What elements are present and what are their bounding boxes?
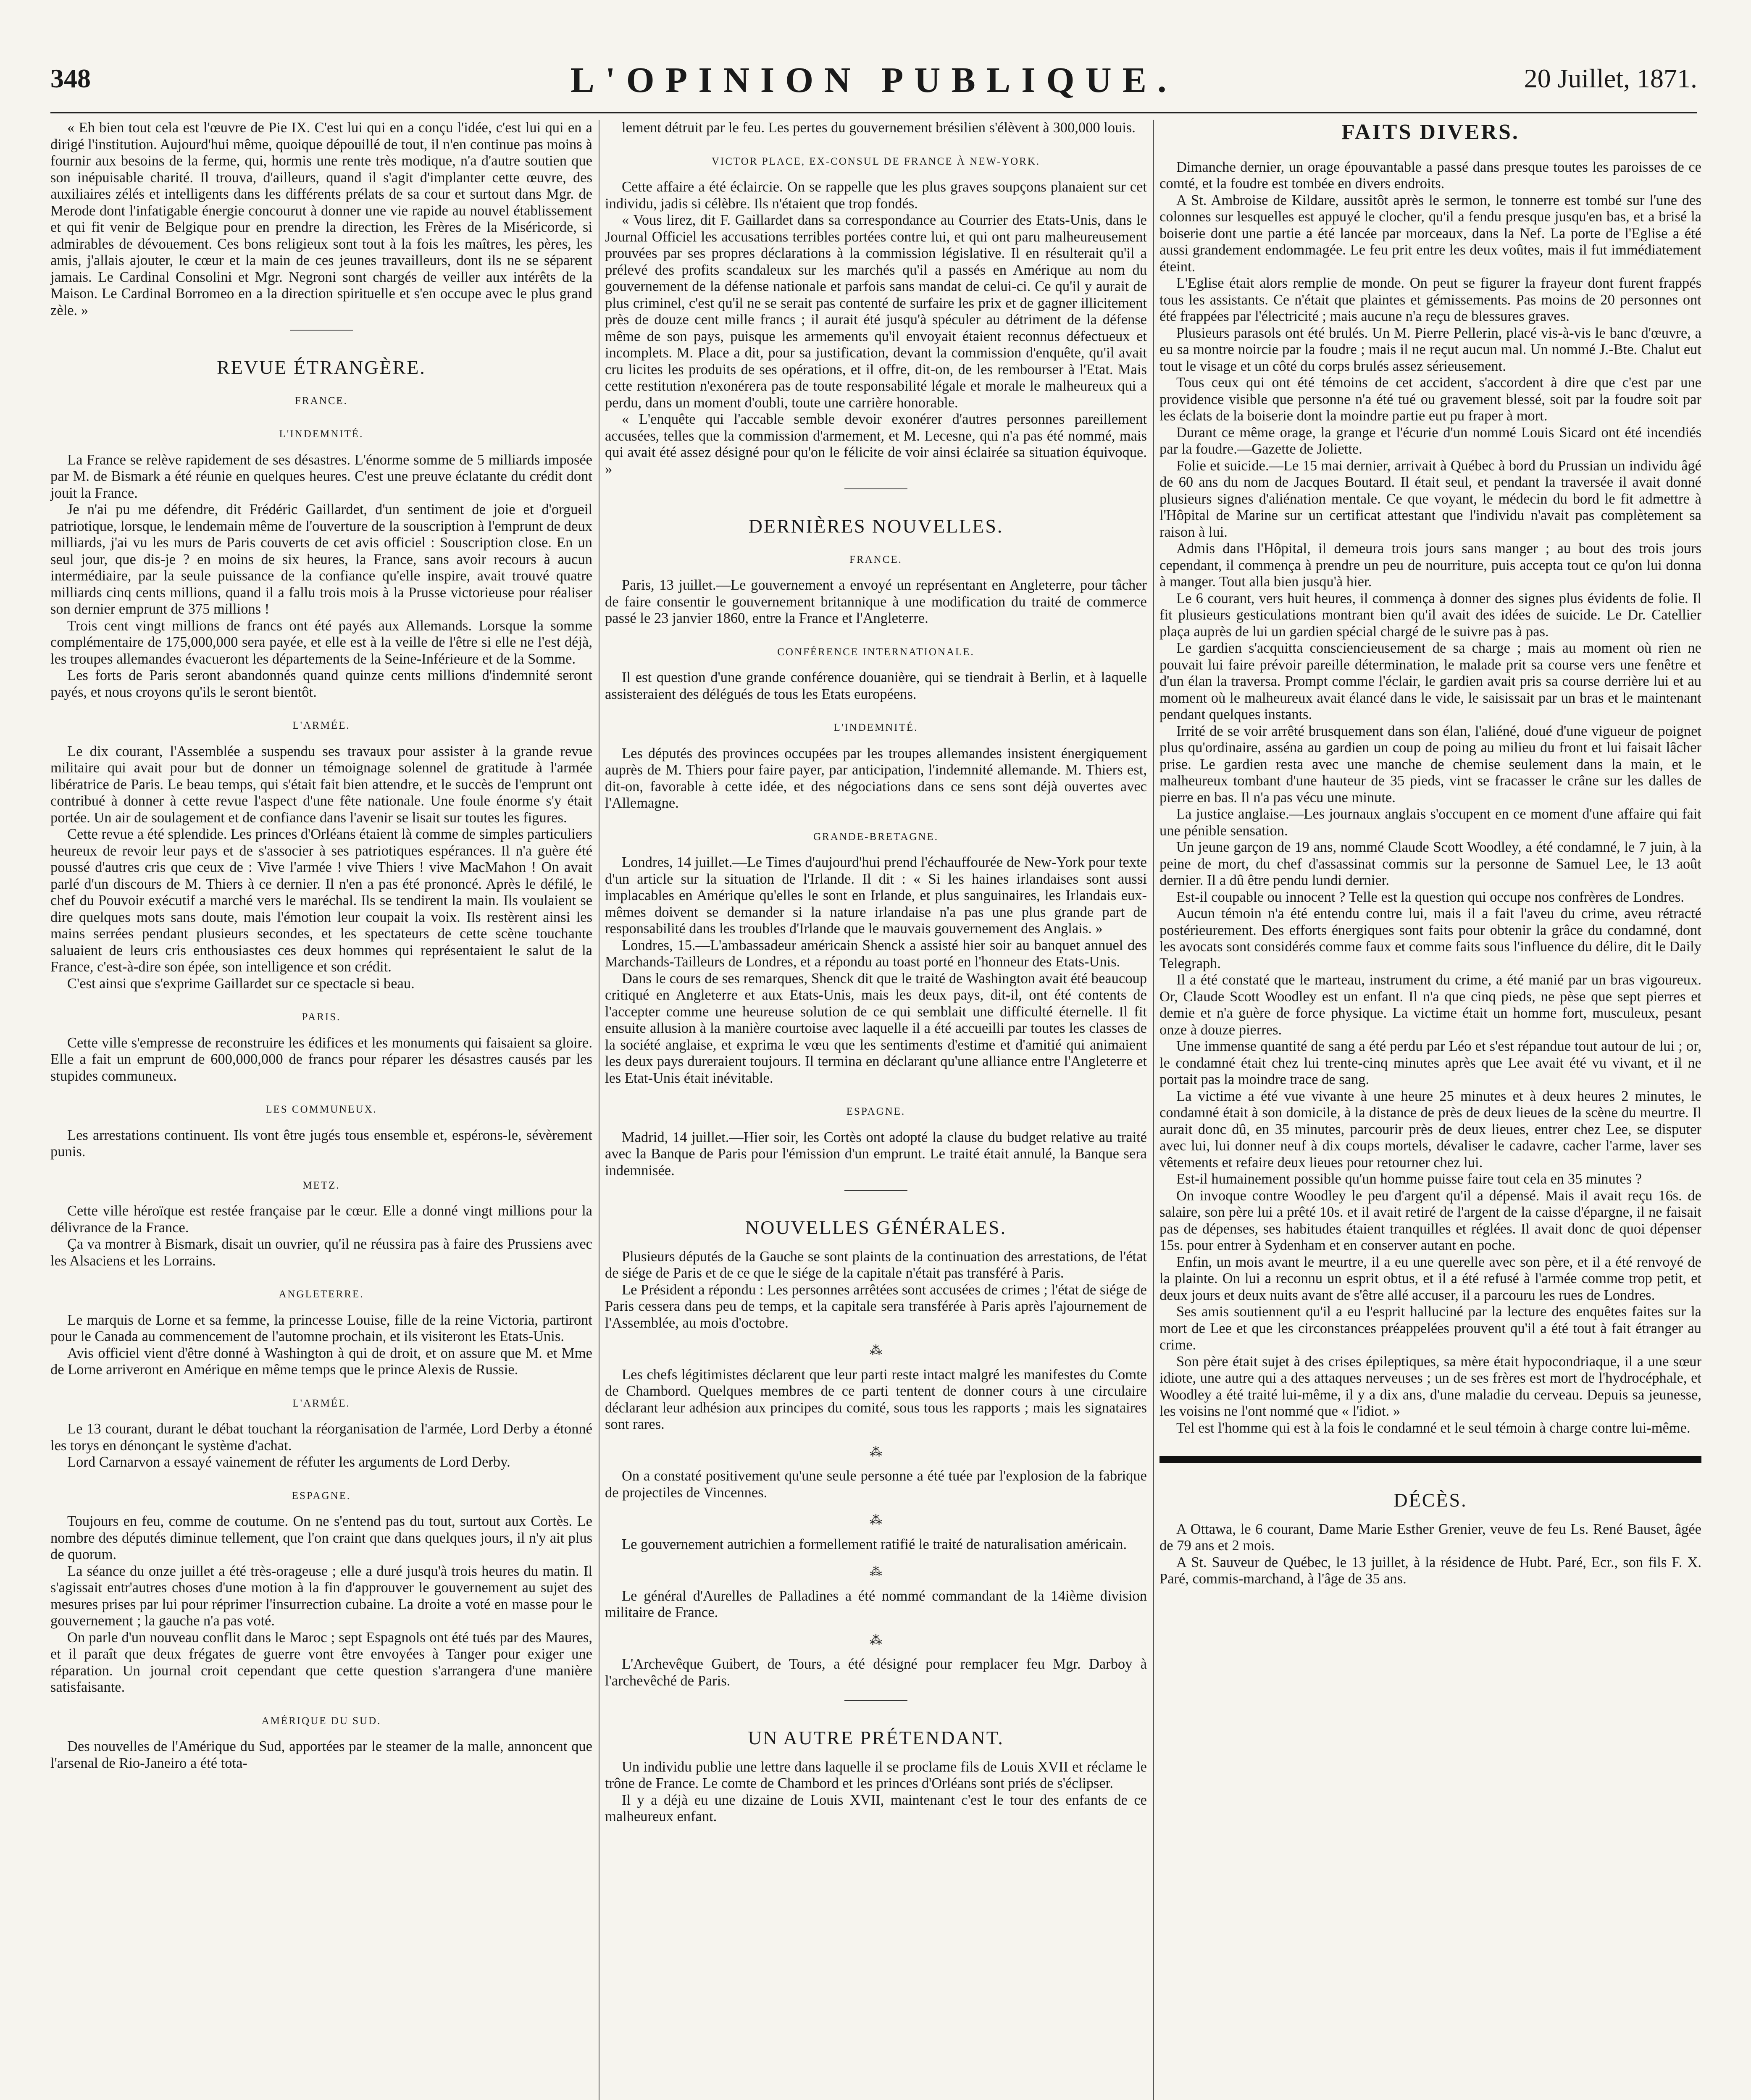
subheading: FRANCE. <box>849 554 902 565</box>
thick-separator <box>1159 1456 1701 1463</box>
paragraph: Cette affaire a été éclaircie. On se rappelle que les plus graves soupçons planaient sur cet individu, jadis si célèbre. Ils n'étaient que trop fondés. <box>605 179 1147 212</box>
paragraph: Lord Carnarvon a essayé vainement de réfuter les arguments de Lord Derby. <box>67 1454 510 1470</box>
paragraph: Cette ville s'empresse de reconstruire les édifices et les monuments qui faisaient sa gloire. Elle a fait un emprunt de 600,000,000 de francs pour réparer les désastres causés par les stupides communeux. <box>50 1034 592 1084</box>
paragraph: Le 6 courant, vers huit heures, il commença à donner des signes plus évidents de folie. Il fit plusieurs gesticulations montrant bien qu'il avait des idées de suicide. Le Dr. Catellier plaça auprès de lui un gardien spécial chargé de le suivre pas à pas. <box>1159 590 1701 640</box>
paragraph: Il a été constaté que le marteau, instrument du crime, a été manié par un bras vigoureux. Or, Claude Scott Woodley est un enfant. Il n'a que cinq pieds, ne pèse que sept pierres et demie et n'a guère de force physique. La victime était un homme fort, musculeux, pesant onze à douze pierres. <box>1159 972 1701 1038</box>
column-3 <box>1159 120 1701 1588</box>
paragraph: Les chefs légitimistes déclarent que leur parti reste intact malgré les manifestes du Comte de Chambord. Quelques membres de ce parti tentent de donner cours à une circulaire déclarant leur adhésion aux principes du comité, sous tous les rapports ; mais les signataires sont rares. <box>605 1366 1147 1432</box>
subheading: L'INDEMNITÉ. <box>833 722 918 733</box>
paragraph: « Vous lirez, dit F. Gaillardet dans sa correspondance au Courrier des Etats-Unis, dans le Journal Officiel les accusations terribles portées contre lui, et qui ont paru malheureusement prouvées par ses propres déclarations à la commission législative. Il en résulterait qu'il a prélevé des profits scandaleux sur les marchés qu'il a passés en Amérique au nom du gouvernement de la défense nationale et parfois sans mandat de celui-ci. Ce qu'il y aurait de plus criminel, c'est qu'il ne se serait pas contenté de surfaire les prix et de gagner illicitement près de douze cent mille francs ; il aurait été jusqu'à spéculer au détriment de la défense même de son pays, puisque les armements qu'il envoyait étaient reconnus défectueux et incomplets. M. Place a dit, pour sa justification, devant la commission d'enquête, qu'il avait cru licites les produits de ses opérations, et il offre, dit-on, de les rembourser à l'Etat. Mais cette restitution n'exonérera pas de toute responsabilité légale et morale le malheureux qui a perdu, dans un moment d'oubli, toute une carrière honorable. <box>605 212 1147 411</box>
section-heading: DERNIÈRES NOUVELLES. <box>748 515 1004 537</box>
paragraph: L'Archevêque Guibert, de Tours, a été désigné pour remplacer feu Mgr. Darboy à l'archevêché de Paris. <box>605 1656 1147 1689</box>
paragraph: La justice anglaise.—Les journaux anglais s'occupent en ce moment d'une affaire qui fait une pénible sensation. <box>1159 806 1701 839</box>
subheading: PARIS. <box>302 1011 341 1023</box>
paragraph: Le Président a répondu : Les personnes arrêtées sont accusées de crimes ; l'état de siége de Paris cessera dans peu de temps, et la capitale sera transférée à Paris après l'ajournement de l'Assemblée, au mois d'octobre. <box>605 1281 1147 1331</box>
paragraph: Le 13 courant, durant le débat touchant la réorganisation de l'armée, Lord Derby a étonné les torys en dénonçant le système d'achat. <box>50 1421 592 1454</box>
paragraph: « Eh bien tout cela est l'œuvre de Pie IX. C'est lui qui en a conçu l'idée, c'est lui qui en a dirigé l'institution. Aujourd'hui même, quoique dépouillé de tout, il n'en continue pas moins à fournir aux besoins de la ferme, qui, hormis une rente très modique, n'a d'autre soutien que son inépuisable charité. Il trouva, d'ailleurs, quand il s'agit d'implanter cette œuvre, des auxiliaires zélés et intelligents dans les différents prélats de sa cour et surtout dans Mgr. de Merode dont l'infatigable énergie concourut à donner une vie rapide au nouvel établissement et qui fit venir de Belgique pour en prendre la direction, les Frères de la Miséricorde, si admirables de dévouement. Ces bons religieux sont tout à la fois les maîtres, les pères, les amis, j'allais ajouter, le cœur et la main de ces jeunes travailleurs, dont ils ne se séparent jamais. Le Cardinal Consolini et Mgr. Negroni sont chargés de veiller aux intérêts de la Maison. Le Cardinal Borromeo en a la direction spirituelle et s'en occupe avec le plus grand zèle. » <box>50 120 592 318</box>
subheading: FRANCE. <box>295 395 348 407</box>
asterism-divider: ⁂ <box>870 1565 882 1579</box>
paragraph: Est-il humainement possible qu'un homme puisse faire tout cela en 35 minutes ? <box>1176 1171 1642 1187</box>
separator <box>844 1190 907 1191</box>
paragraph: Avis officiel vient d'être donné à Washington à qui de droit, et on assure que M. et Mme de Lorne arriveront en Amérique en même temps que le prince Alexis de Russie. <box>50 1345 592 1378</box>
paragraph: Folie et suicide.—Le 15 mai dernier, arrivait à Québec à bord du Prussian un individu âgé de 60 ans du nom de Jacques Boutard. Il était seul, et pendant la traversée il avait donné plusieurs signes d'aliénation mentale. Ce que voyant, le médecin du bord le fit admettre à l'Hôpital de Marine sur un certificat attestant que l'individu n'avait pas complètement sa raison à lui. <box>1159 457 1701 540</box>
asterism-divider: ⁂ <box>870 1445 882 1459</box>
subheading: L'ARMÉE. <box>292 1397 350 1409</box>
paragraph: Le gouvernement autrichien a formellement ratifié le traité de naturalisation américain. <box>622 1536 1127 1552</box>
subheading: L'INDEMNITÉ. <box>279 428 364 440</box>
paragraph: Irrité de se voir arrêté brusquement dans son élan, l'aliéné, doué d'une vigueur de poignet plus qu'ordinaire, asséna au gardien un coup de poing au milieu du front et lui faisait lâcher prise. Le gardien resta avec une manche de chemise seulement dans la main, et le malheureux tombant d'une hauteur de 35 pieds, vint se fracasser le crâne sur les dalles de pierre en bas. Il n'a pas vécu une minute. <box>1159 723 1701 806</box>
paragraph: Trois cent vingt millions de francs ont été payés aux Allemands. Lorsque la somme complémentaire de 175,000,000 sera payée, et elle est à la veille de l'être si elle ne l'est déjà, les troupes allemandes évacueront les départements de la Seine-Inférieure et de la Somme. <box>50 617 592 667</box>
section-heading: DÉCÈS. <box>1393 1489 1467 1511</box>
paragraph: Les forts de Paris seront abandonnés quand quinze cents millions d'indemnité seront payés, et nous croyons qu'ils le seront bientôt. <box>50 667 592 700</box>
paragraph: Durant ce même orage, la grange et l'écurie d'un nommé Louis Sicard ont été incendiés par la foudre.—Gazette de Joliette. <box>1159 424 1701 457</box>
paragraph: Ça va montrer à Bismark, disait un ouvrier, qu'il ne réussira pas à faire des Prussiens avec les Alsaciens et les Lorrains. <box>50 1236 592 1269</box>
paragraph: Il est question d'une grande conférence douanière, qui se tiendrait à Berlin, et à laquelle assisteraient des délégués de tous les Etats européens. <box>605 669 1147 702</box>
issue-date: 20 Juillet, 1871. <box>1524 63 1697 93</box>
asterism-divider: ⁂ <box>870 1513 882 1527</box>
separator <box>844 488 907 489</box>
paragraph: Une immense quantité de sang a été perdu par Léo et s'est répandue tout autour de lui ; or, le condamné était chez lui trente-cinq minutes après que Lee avait été vu vivant, et il ne portait pas la moindre trace de sang. <box>1159 1038 1701 1087</box>
paragraph: La France se relève rapidement de ses désastres. L'énorme somme de 5 milliards imposée par M. de Bismark a été réunie en quelques heures. C'est une preuve éclatante du crédit dont jouit la France. <box>50 452 592 501</box>
paragraph: Cette revue a été splendide. Les princes d'Orléans étaient là comme de simples particuliers heureux de revoir leur pays et de s'associer à ses patriotiques espérances. Il n'a guère été poussé d'autres cris que ceux de : Vive l'armée ! vive Thiers ! vive MacMahon ! On avait parlé d'un discours de M. Thiers à ce dernier. Il n'en a pas été prononcé. Après le défilé, le chef du Pouvoir exécutif a marché vers le maréchal. Ils se tendirent la main. Ils voulaient se dire quelques mots sans doute, mais l'émotion leur coupait la voix. Ils restèrent ainsi les mains serrées pendant plusieurs secondes, et les spectateurs de cette scène touchante saluaient de leurs cris enthousiastes ces deux hommes qui représentaient le salut de la France, c'est-à-dire son épée, son intelligence et son crédit. <box>50 826 592 975</box>
paragraph: Un individu publie une lettre dans laquelle il se proclame fils de Louis XVII et réclame le trône de France. Le comte de Chambord et les princes d'Orléans sont priés de s'éclipser. <box>605 1759 1147 1791</box>
paragraph: Admis dans l'Hôpital, il demeura trois jours sans manger ; au bout des trois jours cependant, il commença à prendre un peu de nourriture, puis accepta tout ce qu'on lui donna à manger. Tout alla bien jusqu'à hier. <box>1159 541 1701 590</box>
paragraph: Des nouvelles de l'Amérique du Sud, apportées par le steamer de la malle, annoncent que l'arsenal de Rio-Janeiro a été tota- <box>50 1738 592 1771</box>
paragraph: Est-il coupable ou innocent ? Telle est la question qui occupe nos confrères de Londres. <box>1176 889 1684 905</box>
paragraph: A Ottawa, le 6 courant, Dame Marie Esther Grenier, veuve de feu Ls. René Bauset, âgée de 79 ans et 2 mois. <box>1159 1521 1701 1554</box>
paragraph: C'est ainsi que s'exprime Gaillardet sur ce spectacle si beau. <box>67 975 415 992</box>
paragraph: Londres, 15.—L'ambassadeur américain Shenck a assisté hier soir au banquet annuel des Marchands-Tailleurs de Londres, et a répondu au toast porté en l'honneur des Etats-Unis. <box>605 937 1147 970</box>
subheading: ESPAGNE. <box>292 1490 351 1502</box>
subheading: GRANDE-BRETAGNE. <box>813 831 939 843</box>
column-1 <box>50 120 592 1772</box>
paragraph: Cette ville héroïque est restée française par le cœur. Elle a donné vingt millions pour la délivrance de la France. <box>50 1203 592 1236</box>
paragraph: On parle d'un nouveau conflit dans le Maroc ; sept Espagnols ont été tués par des Maures, et il paraît que deux frégates de guerre vont être envoyées à Tanger pour exiger une réparation. Un journal croit cependant que cette question s'arrangera d'une manière satisfaisante. <box>50 1629 592 1695</box>
subheading: LES COMMUNEUX. <box>266 1104 377 1115</box>
paragraph: Tous ceux qui ont été témoins de cet accident, s'accordent à dire que c'est par une providence visible que personne n'a été tué ou gravement blessé, soit par la foudre soit par les éclats de la boiserie dont la moindre partie eut pu fraper à mort. <box>1159 375 1701 424</box>
paragraph: A St. Ambroise de Kildare, aussitôt après le sermon, le tonnerre est tombé sur l'une des colonnes sur lesquelles est appuyé le clocher, qu'il a fendu presque jusqu'en bas, et a brisé la boiserie dont une partie a été lancée par morceaux, dans la Nef. La porte de l'Eglise a été aussi grandement endommagée. Le feu prit entre les deux voûtes, mais il fut immédiatement éteint. <box>1159 192 1701 275</box>
column-rule <box>1153 120 1154 2100</box>
column-2 <box>605 120 1147 1825</box>
paragraph: Le gardien s'acquitta consciencieusement de sa charge ; mais au moment où rien ne pouvait lui faire prévoir pareille détermination, le malade prit sa course vers une fenêtre et d'un élan la traversa. Prompt comme l'éclair, le gardien avait pris sa course derrière lui et au moment où le malheureux avait élancé dans le vide, le saisissait par un bras et le maintenant pendant quelques instants. <box>1159 640 1701 722</box>
paragraph: Je n'ai pu me défendre, dit Frédéric Gaillardet, d'un sentiment de joie et d'orgueil patriotique, lorsque, le lendemain même de l'ouverture de la souscription à l'emprunt de deux milliards, j'ai vu les murs de Paris couverts de cet avis officiel : Souscription close. En un seul jour, que dis-je ? en moins de six heures, la France, sans avoir recours à aucun intermédiaire, par la seule puissance de la confiance qu'elle inspire, avait trouvé quatre milliards cinq cents millions, quand il a fallu trois mois à la Prusse victorieuse pour réaliser son dernier emprunt de 375 millions ! <box>50 501 592 617</box>
paragraph: L'Eglise était alors remplie de monde. On peut se figurer la frayeur dont furent frappés tous les assistants. Ce n'était que plaintes et gémissements. Pas moins de 20 personnes ont été frappées par l'électricité ; mais aucune n'a reçu de blessures graves. <box>1159 275 1701 324</box>
asterism-divider: ⁂ <box>870 1344 882 1357</box>
paragraph: Plusieurs parasols ont été brulés. Un M. Pierre Pellerin, placé vis-à-vis le banc d'œuvre, a eu sa montre noircie par la foudre ; mais il ne reçut aucun mal. Un nommé J.-Bte. Chalut eut tout le visage et un côté du corps brulés assez sérieusement. <box>1159 325 1701 374</box>
paragraph: On invoque contre Woodley le peu d'argent qu'il a dépensé. Mais il avait reçu 16s. de salaire, son père lui a prêté 10s. et il avait retiré de l'argent de la caisse d'épargne, il ne faisait pas de dépenses, ses habitudes étaient tranquilles et réglées. Il avait donc de quoi dépenser 15s. pour entrer à Sydenham et en conserver autant en poche. <box>1159 1187 1701 1253</box>
paragraph: Il y a déjà eu une dizaine de Louis XVII, maintenant c'est le tour des enfants de ce malheureux enfant. <box>605 1792 1147 1824</box>
page-number: 348 <box>50 63 91 93</box>
paragraph: Le marquis de Lorne et sa femme, la princesse Louise, fille de la reine Victoria, partiront pour le Canada au commencement de l'automne prochain, et ils visiteront les Etats-Unis. <box>50 1312 592 1344</box>
paragraph: Paris, 13 juillet.—Le gouvernement a envoyé un représentant en Angleterre, pour tâcher de faire consentir le gouvernement britannique à une modification du traité de commerce passé le 23 janvier 1860, entre la France et l'Angleterre. <box>605 577 1147 626</box>
section-heading: REVUE ÉTRANGÈRE. <box>217 357 426 378</box>
section-heading: UN AUTRE PRÉTENDANT. <box>748 1727 1004 1748</box>
newspaper-title: L'OPINION PUBLIQUE. <box>570 60 1178 100</box>
subheading: L'ARMÉE. <box>292 720 350 731</box>
paragraph: Plusieurs députés de la Gauche se sont plaints de la continuation des arrestations, de l'état de siége de Paris et de ce que le siége de la capitale n'était pas transféré à Paris. <box>605 1248 1147 1281</box>
paragraph: Un jeune garçon de 19 ans, nommé Claude Scott Woodley, a été condamné, le 7 juin, à la peine de mort, du chef d'assassinat commis sur la personne de Samuel Lee, le 13 août dernier. Il a dû être pendu lundi dernier. <box>1159 839 1701 888</box>
paragraph: « L'enquête qui l'accable semble devoir exonérer d'autres personnes pareillement accusées, telles que la commission d'armement, et M. Lecesne, qui n'a pas été nommé, mais qui avait été assez désigné pour qu'on le félicite de voir ainsi éclairée sa situation équivoque. » <box>605 411 1147 477</box>
masthead <box>50 59 1697 109</box>
separator <box>844 1700 907 1701</box>
subheading: VICTOR PLACE, EX-CONSUL DE FRANCE À NEW-YORK. <box>711 155 1041 167</box>
paragraph: A St. Sauveur de Québec, le 13 juillet, à la résidence de Hubt. Paré, Ecr., son fils F. X. Paré, commis-marchand, à l'âge de 35 ans. <box>1159 1554 1701 1587</box>
subheading: METZ. <box>302 1179 340 1191</box>
paragraph: La victime a été vue vivante à une heure 25 minutes et à deux heures 2 minutes, le condamné était à son domicile, à la distance de près de deux lieues de la scène du meurtre. Il aurait donc dû, en 35 minutes, parcourir près de deux lieues, entrer chez Lee, se disputer avec lui, lui donner neuf à dix coups mortels, dévaliser le cadavre, cacher l'arme, laver ses vêtements et refaire deux lieues pour retourner chez lui. <box>1159 1088 1701 1171</box>
paragraph: Son père était sujet à des crises épileptiques, sa mère était hypocondriaque, il a une sœur idiote, une autre qui a des attaques nerveuses ; un de ses frères est mort de l'hydrocéphale, et Woodley a été traité lui-même, il y a dix ans, d'une maladie du cerveau. Depuis sa jeunesse, les voisins ne l'ont nommé que « l'idiot. » <box>1159 1353 1701 1419</box>
asterism-divider: ⁂ <box>870 1633 882 1647</box>
masthead-rule <box>50 112 1697 113</box>
subheading: AMÉRIQUE DU SUD. <box>261 1715 381 1727</box>
paragraph: Madrid, 14 juillet.—Hier soir, les Cortès ont adopté la clause du budget relative au traité avec la Banque de Paris pour l'émission d'un emprunt. Le traité était annulé, la Banque sera indemnisée. <box>605 1129 1147 1179</box>
paragraph: Toujours en feu, comme de coutume. On ne s'entend pas du tout, surtout aux Cortès. Le nombre des députés diminue tellement, que l'on craint que dans quelques jours, il n'y ait plus de quorum. <box>50 1513 592 1562</box>
subheading: ESPAGNE. <box>846 1106 906 1117</box>
paragraph: Dimanche dernier, un orage épouvantable a passé dans presque toutes les paroisses de ce comté, et la foudre est tombée en divers endroits. <box>1159 159 1701 192</box>
subheading: CONFÉRENCE INTERNATIONALE. <box>777 646 975 658</box>
paragraph: Dans le cours de ses remarques, Shenck dit que le traité de Washington avait été beaucoup critiqué en Angleterre et aux Etats-Unis, mais les deux pays, dit-il, ont été contents de l'accepter comme une heureuse solution de ce qui semblait une difficulté éternelle. Il fit ensuite allusion à la manière courtoise avec laquelle il a été accueilli par toutes les classes de la société anglaise, et exprima le vœu que les sentiments d'estime et d'amitié qui animaient les deux pays dureraient toujours. Il termina en déclarant qu'une alliance entre l'Angleterre et les Etat-Unis était inévitable. <box>605 970 1147 1086</box>
section-heading: FAITS DIVERS. <box>1341 120 1520 144</box>
paragraph: On a constaté positivement qu'une seule personne a été tuée par l'explosion de la fabrique de projectiles de Vincennes. <box>605 1468 1147 1501</box>
paragraph: Les députés des provinces occupées par les troupes allemandes insistent énergiquement auprès de M. Thiers pour faire payer, par anticipation, l'indemnité allemande. M. Thiers est, dit-on, favorable à cette idée, et des négociations dans ce sens sont déjà ouvertes avec l'Allemagne. <box>605 745 1147 811</box>
paragraph: Tel est l'homme qui est à la fois le condamné et le seul témoin à charge contre lui-même. <box>1176 1420 1691 1436</box>
separator <box>290 330 353 331</box>
paragraph: Londres, 14 juillet.—Le Times d'aujourd'hui prend l'échauffourée de New-York pour texte d'un article sur la situation de l'Irlande. Il dit : « Si les haines irlandaises sont aussi implacables en Amérique qu'elles le sont en Irlande, et plus sanguinaires, les Irlandais eux-mêmes doivent se demander si la nature irlandaise n'a pas une plus grande part de responsabilité dans les troubles d'Irlande que le mauvais gouvernement des Anglais. » <box>605 854 1147 937</box>
paragraph: Le général d'Aurelles de Palladines a été nommé commandant de la 14ième division militaire de France. <box>605 1588 1147 1620</box>
paragraph: La séance du onze juillet a été très-orageuse ; elle a duré jusqu'à trois heures du matin. Il s'agissait entr'autres choses d'une motion à la fin d'approuver le gouvernement au sujet des mesures prises par lui pour réprimer l'insurrection cubaine. La droite a voté en masse pour le gouvernement ; la gauche n'a pas voté. <box>50 1563 592 1629</box>
paragraph: Les arrestations continuent. Ils vont être jugés tous ensemble et, espérons-le, sévèrement punis. <box>50 1127 592 1160</box>
paragraph: lement détruit par le feu. Les pertes du gouvernement brésilien s'élèvent à 300,000 louis. <box>622 120 1136 136</box>
paragraph: Le dix courant, l'Assemblée a suspendu ses travaux pour assister à la grande revue militaire qui avait pour but de donner un témoignage solennel de gratitude à l'armée libératrice de Paris. Le beau temps, qui s'était fait bien attendre, et le succès de l'emprunt ont contribué à donner à cette revue l'aspect d'une fête nationale. Une foule énorme s'y était portée. Un air de soulagement et de confiance dans l'avenir se lisait sur toutes les figures. <box>50 743 592 826</box>
paragraph: Enfin, un mois avant le meurtre, il a eu une querelle avec son père, et il a été renvoyé de la plainte. On lui a reconnu un esprit obtus, et il a été refusé à l'armée comme trop petit, et deux jours et deux nuits avant de s'être allé accuser, il a parcouru les rues de Londres. <box>1159 1254 1701 1303</box>
section-heading: NOUVELLES GÉNÉRALES. <box>745 1217 1007 1238</box>
paragraph: Aucun témoin n'a été entendu contre lui, mais il a fait l'aveu du crime, aveu rétracté postérieurement. Des efforts énergiques sont faits pour obtenir la grâce du condamné, dont les avocats sont considérés comme faux et comme faits sous l'influence du délire, dit le Daily Telegraph. <box>1159 906 1701 971</box>
paragraph: Ses amis soutiennent qu'il a eu l'esprit halluciné par la lecture des enquêtes faites sur la mort de Lee et que les circonstances préappelées prouvent qu'il a été tout à fait étranger au crime. <box>1159 1304 1701 1353</box>
subheading: ANGLETERRE. <box>279 1289 364 1300</box>
